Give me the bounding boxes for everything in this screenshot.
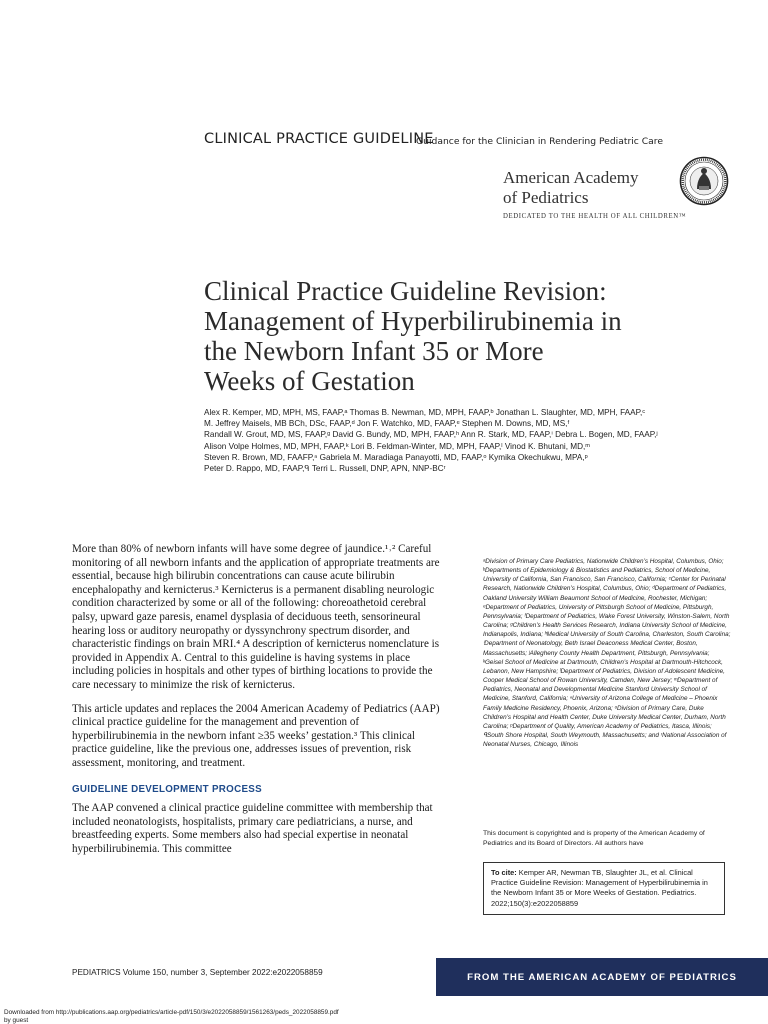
title-line: Weeks of Gestation: [204, 366, 415, 396]
body-paragraph: More than 80% of newborn infants will have some degree of jaundice.¹˒² Careful monitoring of all newborn infants and the application of appropriate treatments are essential, because high bilirubin concentrations can cause acute bilirubin encephalopathy and kernicterus.³ Kernicterus is a permanent disabling neurologic condition characterized by some or all of the following: choreoathetoid cerebral palsy, upward gaze paresis, enamel dysplasia of deciduous teeth, sensorineural hearing loss or auditory neuropathy or dyssynchrony spectrum disorder, and characteristic findings on brain MRI.⁴ A description of kernicterus nomenclature is provided in Appendix A. Central to this guideline is having systems in place including policies in hospitals and other types of birthing locations to provide the care necessary to minimize the risk of kernicterus.: [72, 543, 440, 691]
author-line: M. Jeffrey Maisels, MB BCh, DSc, FAAP,ᵈ Jon F. Watchko, MD, FAAP,ᵉ Stephen M. Downs, MD, MS,ᶠ: [204, 419, 570, 429]
article-body: [72, 543, 444, 866]
title-line: the Newborn Infant 35 or More: [204, 336, 544, 366]
citation-text: Kemper AR, Newman TB, Slaughter JL, et al. Clinical Practice Guideline Revision: Management of Hyperbilirubinemia in the Newborn Infant 35 or More Weeks of Gestation. Pediatrics. 2022;150(3):e2022058859: [491, 868, 708, 908]
affiliations: ᵃDivision of Primary Care Pediatrics, Nationwide Children’s Hospital, Columbus, Ohio; ᵇDepartments of Epidemiology & Biostatistics and Pediatrics, School of Medicine, University of California, San Francisco, San Francisco, California; ᶜCenter for Perinatal Research, Nationwide Children’s Hospital, Columbus, Ohio; ᵈDepartment of Pediatrics, Oakland University William Beaumont School of Medicine, Rochester, Michigan; ᵉDepartment of Pediatrics, University of Pittsburgh School of Medicine, Pittsburgh, Pennsylvania; ᶠDepartment of Pediatrics, Wake Forest University, Winston-Salem, North Carolina; ᵍChildren’s Health Services Research, Indiana University School of Medicine, Indianapolis, Indiana; ʰMedical University of South Carolina, Charleston, South Carolina; ⁱDepartment of Neonatology, Beth Israel Deaconess Medical Center, Boston, Massachusetts; ʲAllegheny County Health Department, Pittsburgh, Pennsylvania; ᵏGeisel School of Medicine at Dartmouth, Children’s Hospital at Dartmouth-Hitchcock, Lebanon, New Hampshire; ˡDepartment of Pediatrics, Division of Adolescent Medicine, Cooper Medical School of Rowan University, Camden, New Jersey; ᵐDepartment of Pediatrics, Neonatal and Developmental Medicine Stanford University School of Medicine, Stanford, California; ⁿUniversity of Arizona College of Medicine – Phoenix Family Medicine Residency, Phoenix, Arizona; ᵒDivision of Primary Care, Duke Children’s Hospital and Health Center, Duke University Medical Center, Durham, North Carolina; ᵖDepartment of Quality, American Academy of Pediatrics, Itasca, Illinois; ᑫSouth Shore Hospital, South Weymouth, Massachusetts; and ʳNational Association of Neonatal Nurses, Chicago, Illinois: [483, 558, 731, 749]
body-paragraph: The AAP convened a clinical practice guideline committee with membership that included neonatologists, hospitalists, primary care pediatricians, a nurse, and breastfeeding experts. Some members also had special expertise in neonatal hyperbilirubinemia. This committee: [72, 802, 433, 855]
download-note: [4, 1009, 464, 1024]
publisher-banner: [436, 958, 768, 996]
author-list: [204, 407, 724, 474]
publisher-banner-text: FROM THE AMERICAN ACADEMY OF PEDIATRICS: [467, 971, 737, 983]
citation-box: [483, 862, 725, 915]
section-label: CLINICAL PRACTICE GUIDELINE: [204, 131, 434, 147]
author-line: Randall W. Grout, MD, MS, FAAP,ᵍ David G. Bundy, MD, MPH, FAAP,ʰ Ann R. Stark, MD, FAAP,ⁱ Debra L. Bogen, MD, FAAP,ʲ: [204, 430, 658, 440]
citation-label: To cite:: [491, 868, 517, 877]
author-line: Alison Volpe Holmes, MD, MPH, FAAP,ᵏ Lori B. Feldman-Winter, MD, MPH, FAAP,ˡ Vinod K. Bhutani, MD,ᵐ: [204, 441, 590, 451]
author-line: Alex R. Kemper, MD, MPH, MS, FAAP,ᵃ Thomas B. Newman, MD, MPH, FAAP,ᵇ Jonathan L. Slaughter, MD, MPH, FAAP,ᶜ: [204, 408, 646, 417]
author-line: Peter D. Rappo, MD, FAAP,ᑫ Terri L. Russell, DNP, APN, NNP-BCʳ: [204, 464, 446, 474]
section-subtitle: Guidance for the Clinician in Rendering Pediatric Care: [416, 136, 664, 147]
journal-reference: PEDIATRICS Volume 150, number 3, September 2022:e2022058859: [72, 968, 323, 977]
download-url[interactable]: Downloaded from http://publications.aap.org/pediatrics/article-pdf/150/3/e2022058859/1561263/peds_2022058859.pdf: [4, 1009, 339, 1016]
section-heading: GUIDELINE DEVELOPMENT PROCESS: [72, 783, 262, 795]
publisher-tagline: DEDICATED TO THE HEALTH OF ALL CHILDREN™: [503, 213, 687, 220]
title-line: Clinical Practice Guideline Revision:: [204, 276, 607, 306]
aap-seal-icon: [679, 156, 729, 206]
publisher-name-line2: of Pediatrics: [503, 188, 589, 207]
publisher-name: [503, 168, 683, 208]
title-line: Management of Hyperbilirubinemia in: [204, 306, 622, 336]
article-title: [204, 276, 744, 396]
body-paragraph: This article updates and replaces the 2004 American Academy of Pediatrics (AAP) clinical practice guideline for the management and prevention of hyperbilirubinemia in the newborn infant ≥35 weeks’ gestation.³ This clinical practice guideline, like the previous one, addresses issues of prevention, risk assessment, monitoring, and treatment.: [72, 702, 440, 769]
download-by: by guest: [4, 1016, 29, 1024]
copyright-notice: This document is copyrighted and is property of the American Academy of Pediatrics and its Board of Directors. All authors have: [483, 830, 705, 847]
publisher-name-line1: American Academy: [503, 168, 639, 187]
author-line: Steven R. Brown, MD, FAAFP,ⁿ Gabriela M. Maradiaga Panayotti, MD, FAAP,ᵒ Kymika Okechukwu, MPA,ᵖ: [204, 452, 588, 462]
